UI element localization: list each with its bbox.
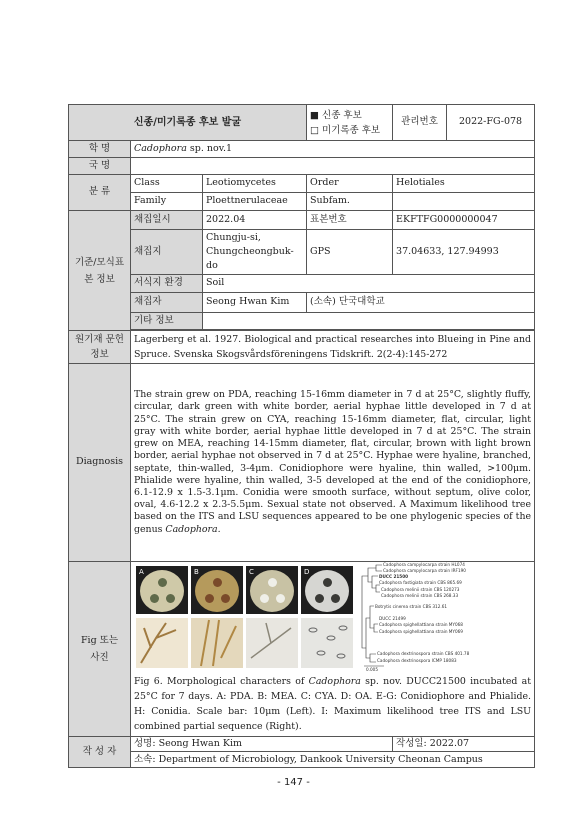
collection-place-value: Chungju-si, Chungcheongbuk-do: [203, 230, 307, 275]
micrograph-h: [301, 618, 353, 668]
figure-image: [134, 562, 531, 672]
collection-date-label: 채집일시: [131, 211, 203, 230]
tree-taxon-8: DUCC 21499: [379, 616, 406, 621]
tree-taxon-12: Cadophora dextrinospora ICMP 18083: [377, 658, 457, 663]
culture-photo-panel: [136, 566, 354, 668]
tree-taxon-9: Cadophora spighellattiana strain MY068: [379, 622, 463, 627]
author-name: 성명: Seong Hwan Kim: [131, 737, 393, 752]
tree-taxon-4: Cadophora fastigiata strain CBS 865.69: [379, 580, 462, 585]
collector-value: Seong Hwan Kim: [203, 293, 307, 313]
plate-b-label: B: [194, 568, 199, 576]
tree-taxon-2: Cadophora campylocarpa strain IRF190: [383, 568, 466, 573]
specimen-number-label: 표본번호: [307, 211, 393, 230]
class-value: Leotiomycetes: [203, 175, 307, 193]
order-label: Order: [307, 175, 393, 193]
caption-pre: Fig 6. Morphological characters of: [134, 676, 309, 687]
scientific-name-value: [131, 141, 535, 158]
diagnosis-end: .: [217, 523, 221, 535]
plate-d: [301, 566, 353, 614]
specimen-info-label: 기준/모식표 본 정보: [69, 211, 131, 331]
diagnosis-body: The strain grew on PDA, reaching 15-16mm diameter in 7 d at 25°C, slightly fluffy, circular, dark green with white border, aerial hyphae little developed in 7 d at 25°C. The strain grew on CYA, reaching 15-16mm diameter, flat, circular, light gray with white border, aerial hyphae little developed in 7 d at 25°C. The strain grew on MEA, reaching 14-15mm diameter, flat, circular, brown with light brown border, aerial hyphae not observed in 7 d at 25°C. Hyphae were hyaline, branched, septate, thin-walled, 3-4μm. Conidiophore were hyaline, thin walled, >100μm. Phialide were hyaline, thin walled, 3-5 developed at the end of the conidiophore, 6.1-12.9 x 1.5-3.1μm. Conidia were smooth surface, without septum, olive color, oval, 4.6-12.2 x 2.3-5.5μm. Sexual state not observed. A Maximum likelihood tree based on the ITS and LSU sequences appeared to be one phylogenic species of the genus: [134, 389, 532, 535]
collection-date-value: 2022.04: [203, 211, 307, 230]
caption-post: sp. nov. DUCC21500 incubated at 25°C for 7 days. A: PDA. B: MEA. C: CYA. D: OA. E-G: Conidiophore and Phialide. H: Conidia. Scale bar: 10μm (Left). I: Maximum likelihood tree ITS and LSU combined partial sequence (Right).: [134, 676, 532, 732]
tree-taxon-1: Cadophora campylocarpa strain HL074: [383, 562, 465, 567]
micrograph-e: [136, 618, 188, 668]
phylogenetic-tree: [356, 562, 536, 672]
collector-affiliation: (소속) 단국대학교: [307, 293, 535, 313]
tree-taxon-6: Cadophora melinii strain CBS 268.33: [381, 593, 459, 598]
class-label: Class: [131, 175, 203, 193]
family-label: Family: [131, 193, 203, 211]
author-date: 작성일: 2022.07: [393, 737, 535, 752]
family-value: Ploettnerulaceae: [203, 193, 307, 211]
author-label: 작 성 자: [69, 737, 131, 768]
other-info-value: [203, 313, 535, 330]
figure-cell: [131, 562, 535, 737]
mgmt-number-label: 관리번호: [393, 105, 447, 141]
plate-c: [246, 566, 298, 614]
subfamily-value: [393, 193, 535, 211]
classification-label: 분 류: [69, 175, 131, 211]
tree-taxon-10: Cadophora spighellattiana strain MY069: [379, 629, 463, 634]
gps-value: 37.04633, 127.94993: [393, 230, 535, 275]
micrograph-g: [246, 618, 298, 668]
diagnosis-genus: Cadophora: [165, 523, 218, 535]
figure-label: Fig 또는 사진: [69, 562, 131, 737]
option-new-species: ■ 신종 후보: [310, 109, 362, 121]
tree-scale-label: 0.005: [366, 667, 378, 672]
plate-a: [136, 566, 188, 614]
tree-taxon-7: Botrytis cinerea strain CBS 312.61: [375, 604, 448, 609]
page-number: - 147 -: [277, 777, 310, 788]
subfamily-label: Subfam.: [307, 193, 393, 211]
micrograph-f: [191, 618, 243, 668]
candidate-form-table: [68, 104, 535, 768]
specimen-number-value: EKFTFG0000000047: [393, 211, 535, 230]
scientific-name-genus: Cadophora: [134, 142, 187, 154]
other-info-label: 기타 정보: [131, 313, 203, 330]
habitat-label: 서식지 환경: [131, 275, 203, 293]
candidate-type-options: [307, 105, 393, 141]
order-value: Helotiales: [393, 175, 535, 193]
habitat-value: Soil: [203, 275, 535, 293]
plate-d-label: D: [304, 568, 310, 576]
plate-c-label: C: [249, 568, 254, 576]
korean-name-label: 국 명: [69, 158, 131, 175]
tree-taxon-3: DUCC 21500: [379, 574, 409, 579]
collection-place-label: 채집지: [131, 230, 203, 275]
scientific-name-label: 학 명: [69, 141, 131, 158]
diagnosis-text: [131, 364, 535, 562]
form-title: 신종/미기록종 후보 발굴: [69, 105, 307, 141]
tree-taxon-11: Cadophora dextrinospora strain CBS 401.78: [377, 651, 470, 656]
original-reference-label: 원기재 문헌 정보: [69, 331, 131, 364]
option-unrecorded-species: □ 미기록종 후보: [310, 124, 381, 136]
mgmt-number-value: 2022-FG-078: [447, 105, 535, 141]
collector-label: 채집자: [131, 293, 203, 313]
diagnosis-label: Diagnosis: [69, 364, 131, 562]
plate-b: [191, 566, 243, 614]
gps-label: GPS: [307, 230, 393, 275]
korean-name-value: [131, 158, 535, 175]
original-reference-text: Lagerberg et al. 1927. Biological and practical researches into Blueing in Pine and Spruce. Svenska Skogsvårdsföreningens Tidskrift. 2(2-4):145-272: [131, 331, 535, 364]
caption-genus: Cadophora: [308, 676, 361, 687]
tree-taxon-5: Cadophora melinii strain CBS 120273: [381, 587, 460, 592]
figure-caption: [134, 674, 531, 734]
author-affiliation: 소속: Department of Microbiology, Dankook University Cheonan Campus: [131, 752, 535, 768]
plate-a-label: A: [139, 568, 144, 576]
scientific-name-rest: sp. nov.1: [186, 142, 233, 154]
